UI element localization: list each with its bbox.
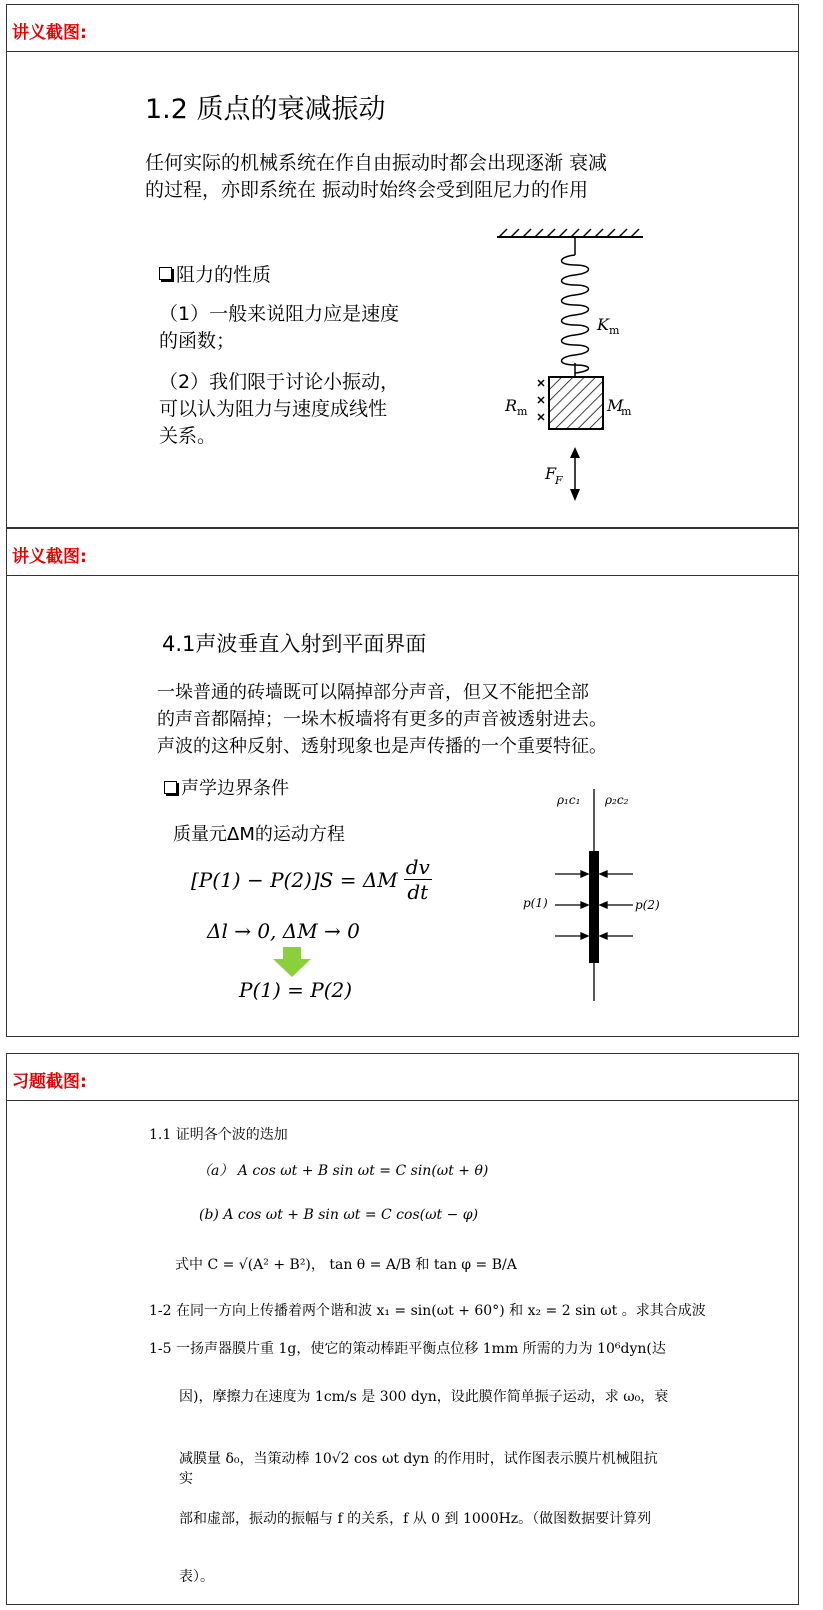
- fraction-denominator: dt: [407, 880, 429, 904]
- medium1-label: ρ₁c₁: [557, 793, 581, 807]
- fraction-numerator: dv: [405, 855, 430, 879]
- lecture-screenshot-2: [6, 528, 799, 1037]
- para-line: 一垛普通的砖墙既可以隔掉部分声音，但又不能把全部: [157, 682, 589, 703]
- spring-label-sub: m: [609, 324, 620, 337]
- exercise-line: 1-5 一扬声器膜片重 1g，使它的策动棒距平衡点位移 1mm 所需的力为 10⁶dyn(达: [149, 1341, 666, 1357]
- medium2-label: ρ₂c₂: [605, 793, 629, 807]
- bullet-label: 阻力的性质: [176, 264, 272, 286]
- mass-label: M: [607, 396, 624, 415]
- exercise-1-5: [149, 1338, 669, 1586]
- intro-line: 的过程，亦即系统在 振动时始终会受到阻尼力的作用: [145, 179, 589, 201]
- intro-line: 任何实际的机械系统在作自由振动时都会出现逐渐 衰减: [145, 152, 608, 174]
- point-line: 可以认为阻力与速度成线性: [159, 398, 388, 420]
- checkbox-bullet-icon: [164, 781, 177, 794]
- fraction: [404, 855, 432, 904]
- equation-intro: 质量元ΔM的运动方程: [173, 824, 345, 845]
- resistance-label: R: [505, 396, 518, 415]
- bullet-label: 声学边界条件: [181, 778, 289, 799]
- exercise-screenshot: [6, 1053, 799, 1605]
- point-line: 关系。: [159, 425, 217, 447]
- equation-3: P(1) = P(2): [239, 978, 353, 1002]
- pressure-2-label: p(2): [635, 898, 660, 912]
- ceiling-hatch: [499, 229, 639, 237]
- exercise-1-1-a: （a） A cos ωt + B sin ωt = C sin(ωt + θ): [197, 1163, 489, 1179]
- point-1: [159, 301, 399, 355]
- exercise-1-1-title: 1.1 证明各个波的迭加: [149, 1127, 288, 1143]
- mass-label-sub: m: [621, 405, 632, 418]
- equation-1-left: [P(1) − P(2)]S = ΔM: [191, 867, 398, 892]
- section-header: [7, 1054, 798, 1101]
- header-label: 讲义截图:: [12, 23, 87, 43]
- spring-label: K: [597, 315, 609, 334]
- equation-2: Δl → 0, ΔM → 0: [207, 919, 360, 943]
- exercise-line: 因)，摩擦力在速度为 1cm/s 是 300 dyn，设此膜作简单振子运动，求 ω₀，衰: [179, 1389, 669, 1405]
- checkbox-bullet-icon: [159, 267, 172, 280]
- exercise-line: 表）。: [179, 1569, 214, 1585]
- wall-element: [589, 851, 599, 963]
- resistance-label-sub: m: [517, 405, 528, 418]
- exercise-1-1-where: 式中 C = √(A² + B²)， tan θ = A/B 和 tan φ = B/A: [175, 1257, 517, 1273]
- para-line: 声波的这种反射、透射现象也是声传播的一个重要特征。: [157, 736, 607, 757]
- force-label: F: [545, 464, 557, 483]
- force-label-sub: F: [555, 474, 563, 487]
- down-arrow-icon: [273, 947, 311, 977]
- bullet-heading: [159, 262, 271, 289]
- equation-1: [191, 855, 432, 904]
- slide-title: 1.2 质点的衰减振动: [145, 94, 386, 125]
- spring-mass-diagram: [487, 225, 657, 515]
- damper-marks: [538, 380, 544, 420]
- section-header: [7, 5, 798, 52]
- point-line: （1）一般来说阻力应是速度: [159, 303, 400, 325]
- exercise-1-2: 1-2 在同一方向上传播着两个谐和波 x₁ = sin(ωt + 60°) 和 x₂ = 2 sin ωt 。求其合成波: [149, 1303, 706, 1319]
- exercise-line: 部和虚部，振动的振幅与 f 的关系，f 从 0 到 1000Hz。（做图数据要计算列: [179, 1511, 652, 1527]
- header-label: 习题截图:: [12, 1072, 87, 1092]
- intro-paragraph: [145, 150, 607, 204]
- point-line: （2）我们限于讨论小振动，: [159, 371, 400, 393]
- intro-paragraph: [157, 679, 607, 760]
- header-label: 讲义截图:: [12, 547, 87, 567]
- para-line: 的声音都隔掉；一垛木板墙将有更多的声音被透射进去。: [157, 709, 607, 730]
- slide-title: 4.1声波垂直入射到平面界面: [162, 632, 427, 656]
- exercise-1-1-b: (b) A cos ωt + B sin ωt = C cos(ωt − φ): [199, 1207, 479, 1223]
- spring: [562, 255, 589, 373]
- section-header: [7, 529, 798, 576]
- mass-block: [549, 377, 603, 429]
- pressure-1-label: p(1): [523, 896, 548, 910]
- interface-diagram: [519, 779, 679, 1004]
- bullet-heading: [164, 775, 289, 802]
- exercise-line: 减膜量 δ₀，当策动棒 10√2 cos ωt dyn 的作用时，试作图表示膜片机械阻抗实: [179, 1451, 658, 1487]
- point-line: 的函数；: [159, 330, 236, 352]
- point-2: [159, 369, 399, 450]
- lecture-screenshot-1: [6, 4, 799, 528]
